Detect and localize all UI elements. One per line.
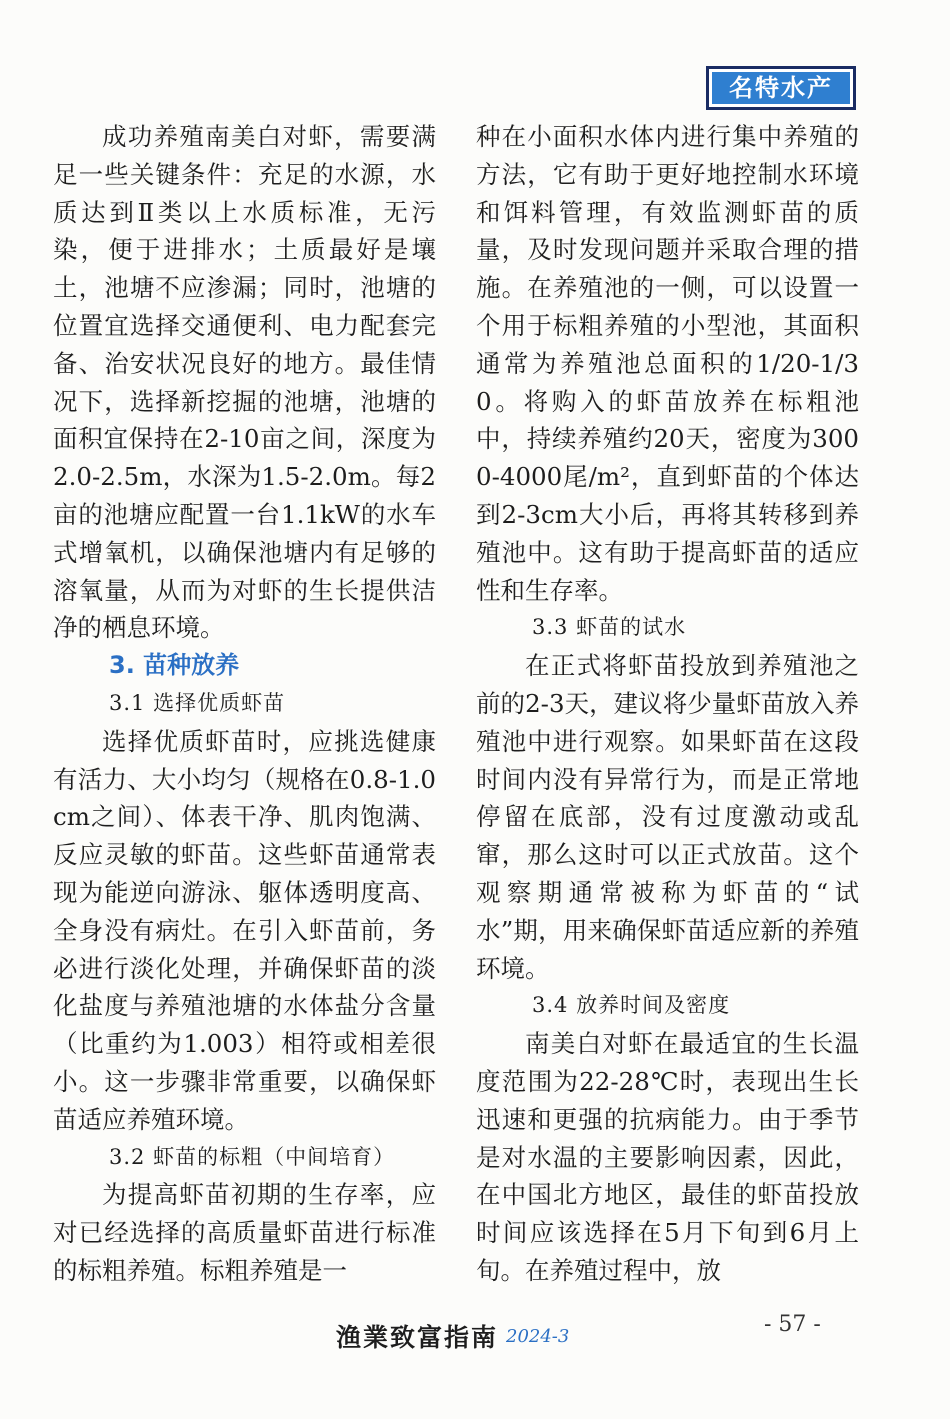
page-footer	[0, 1312, 950, 1358]
subsection-heading: 3.1 选择优质虾苗	[109, 690, 286, 715]
left-column	[53, 118, 436, 1290]
subsection-heading: 3.4 放养时间及密度	[532, 993, 731, 1018]
body-paragraph: 在正式将虾苗投放到养殖池之前的2-3天，建议将少量虾苗放入养殖池中进行观察。如果虾苗在这段时间内没有异常行为，而是正常地停留在底部，没有过度激动或乱窜，那么这时可以正式放苗。这个观察期通常被称为虾苗的“试水”期，用来确保虾苗适应新的养殖环境。	[476, 651, 859, 983]
body-paragraph: 南美白对虾在最适宜的生长温度范围为22-28℃时，表现出生长迅速和更强的抗病能力。由于季节是对水温的主要影响因素，因此，在中国北方地区，最佳的虾苗投放时间应该选择在5月下旬到6月上旬。在养殖过程中，放	[476, 1029, 859, 1285]
right-column	[476, 118, 859, 1290]
subsection-heading: 3.3 虾苗的试水	[532, 615, 687, 640]
body-paragraph: 选择优质虾苗时，应挑选健康有活力、大小均匀（规格在0.8-1.0cm之间）、体表干净、肌肉饱满、反应灵敏的虾苗。这些虾苗通常表现为能逆向游泳、躯体透明度高、全身没有病灶。在引入虾苗前，务必进行淡化处理，并确保虾苗的淡化盐度与养殖池塘的水体盐分含量（比重约为1.003）相符或相差很小。这一步骤非常重要，以确保虾苗适应养殖环境。	[53, 726, 436, 1134]
issue-number: 2024-3	[506, 1326, 570, 1347]
page-number: - 57 -	[764, 1312, 821, 1337]
body-paragraph: 为提高虾苗初期的生存率，应对已经选择的高质量虾苗进行标准的标粗养殖。标粗养殖是一	[53, 1180, 436, 1285]
section-badge: 名特水产	[706, 66, 856, 110]
body-paragraph: 种在小面积水体内进行集中养殖的方法，它有助于更好地控制水环境和饵料管理，有效监测虾苗的质量，及时发现问题并采取合理的措施。在养殖池的一侧，可以设置一个用于标粗养殖的小型池，其面积通常为养殖池总面积的1/20-1/30。将购入的虾苗放养在标粗池中，持续养殖约20天，密度为3000-4000尾/m²，直到虾苗的个体达到2-3cm大小后，再将其转移到养殖池中。这有助于提高虾苗的适应性和生存率。	[476, 122, 859, 605]
section-heading: 3. 苗种放养	[109, 651, 240, 680]
subsection-heading: 3.2 虾苗的标粗（中间培育）	[109, 1144, 396, 1169]
body-paragraph: 成功养殖南美白对虾，需要满足一些关键条件：充足的水源，水质达到Ⅱ类以上水质标准，无污染，便于进排水；土质最好是壤土，池塘不应渗漏；同时，池塘的位置宜选择交通便利、电力配套完备、治安状况良好的地方。最佳情况下，选择新挖掘的池塘，池塘的面积宜保持在2-10亩之间，深度为2.0-2.5m，水深为1.5-2.0m。每2亩的池塘应配置一台1.1kW的水车式增氧机，以确保池塘内有足够的溶氧量，从而为对虾的生长提供洁净的栖息环境。	[53, 122, 436, 643]
magazine-title: 渔業致富指南	[336, 1323, 499, 1352]
